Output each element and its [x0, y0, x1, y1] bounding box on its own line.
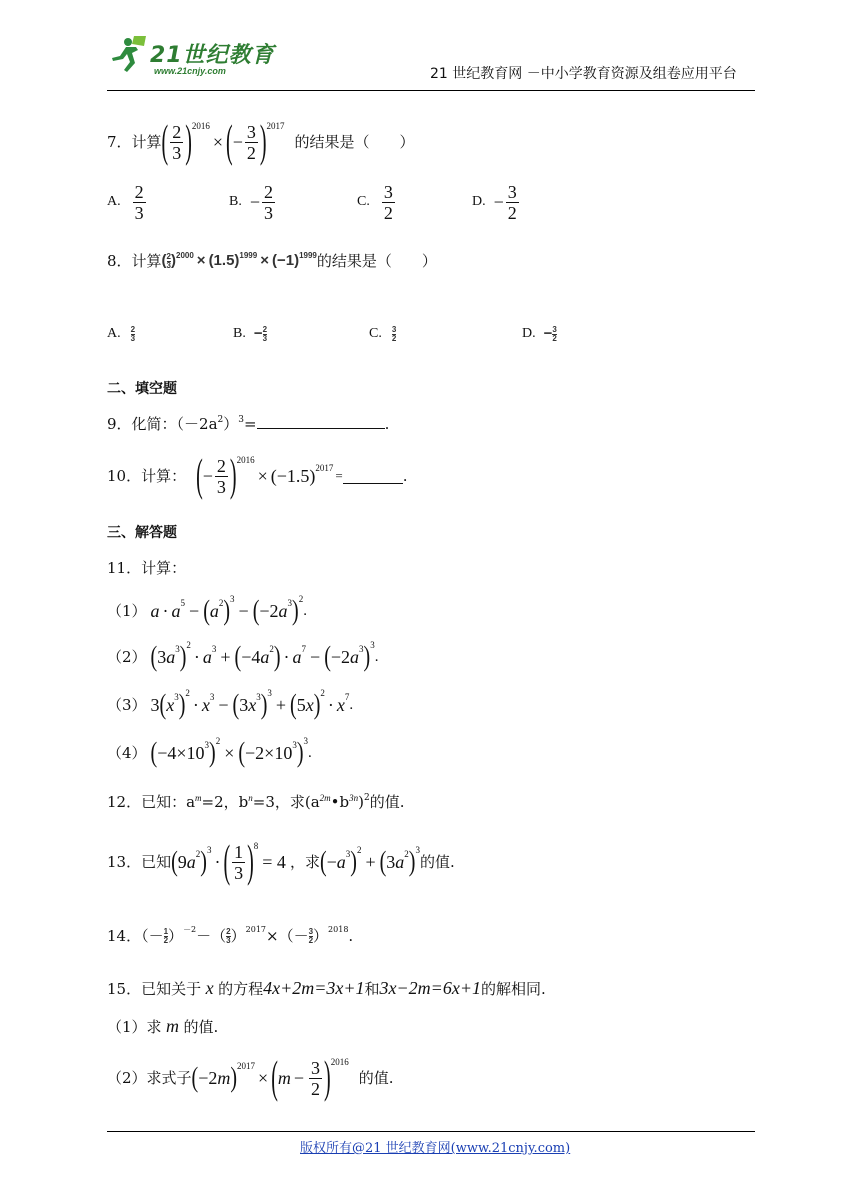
q7-option-a[interactable]: A. $\frac{2}{3}$ — [107, 181, 144, 223]
question-14: 14．（－ 1 2 ） －2 －（ 2 3 ） 2017 ×（－ 3 2 ） 2018 . — [107, 925, 354, 945]
q7-option-b[interactable]: B. − $\frac{2}{3}$ — [229, 181, 273, 223]
copyright-link[interactable]: 版权所有@21 世纪教育网(www.21cnjy.com) — [300, 1141, 571, 1156]
q7-exp2: 2017 — [266, 121, 285, 131]
q7-option-c[interactable]: C. $\frac{3}{2}$ — [357, 181, 393, 223]
q7-options — [107, 180, 757, 224]
q8-tail: 的结果是（ ） — [316, 252, 437, 270]
question-11-title: 11．计算： — [107, 559, 187, 577]
q8-option-d[interactable]: D. − $\frac{3}{2}$ — [522, 324, 557, 343]
question-12: 12．已知：$a^m=2$，$b^n=3$，求$(a^{2m}•b^{3n})^2$的值. — [107, 793, 405, 811]
q7-exp1: 2016 — [191, 121, 210, 131]
q8-term-c: (−1) — [271, 252, 300, 269]
question-8: 8．计算 ( 2 3 ) 2000 × (1.5) 1999 × (−1) 1999 的结果是（ ） — [107, 250, 437, 272]
q9-answer-blank[interactable] — [257, 414, 385, 429]
q8-options — [107, 320, 757, 348]
q8-option-a[interactable]: A. 2 3 — [107, 324, 136, 343]
q8-prefix: 8．计算 — [107, 252, 162, 270]
q11-item-2: （2） ( 3 a 3 ) 2 · a 3 + ( −4 a 2 ) · a 7 − ( −2 a 3 ) 3 . — [107, 640, 379, 673]
q8-option-b[interactable]: B. − $\frac{2}{3}$ — [233, 324, 268, 343]
q15-sub-1: （1）求 m 的值. — [107, 1016, 219, 1036]
q11-item-1: （1） a · a 5 − ( a 2 ) 3 − ( −2 a 3 ) 2 . — [107, 594, 307, 627]
question-9: 9．化简：$(-2a^2)^3=$ . — [107, 415, 390, 433]
q10-answer-blank[interactable] — [343, 469, 403, 484]
footer-divider — [107, 1131, 755, 1132]
question-7: 7．计算 ( $\frac{2}{3}$ ) 2016 × ( − $\frac{3}{2}$ ) 2017 的结果是（ ） — [107, 116, 415, 168]
question-15: 15．已知关于 x 的方程4x+2m=3x+1和3x−2m=6x+1的解相同. — [107, 978, 546, 998]
q8-exp-a: 2000 — [176, 251, 194, 260]
q8-exp-c: 1999 — [299, 251, 317, 260]
question-13: 13．已知 ( 9 a 2 ) 3 · ( $\frac{1}{3}$ ) 8 = 4 ，求 ( − a 3 ) 2 + ( 3 a 2 ) 3 的值. — [107, 836, 455, 888]
logo-url: www.21cnjy.com — [154, 66, 226, 76]
q8-option-c[interactable]: C. 3 2 — [369, 324, 397, 343]
section-solve-heading: 三、解答题 — [107, 525, 177, 541]
question-10: 10．计算： ( − $\frac{2}{3}$ ) 2016 × (−1.5) 2017 = . — [107, 450, 408, 502]
site-logo — [108, 32, 283, 80]
logo-text: 21世纪教育 — [150, 43, 275, 68]
q11-item-4: （4） ( −4×10 3 ) 2 × ( −2×10 3 ) 3 . — [107, 736, 312, 769]
q7-tail: 的结果是（ ） — [294, 133, 415, 151]
q7-prefix: 7．计算 — [107, 133, 162, 151]
header-divider — [107, 90, 755, 91]
q11-item-3: （3） 3 ( x 3 ) 2 · x 3 − ( 3 x 3 ) 3 + ( 5 x ) 2 · x 7 . — [107, 688, 354, 721]
q8-term-b: (1.5) — [208, 252, 240, 269]
q7-option-d[interactable]: D. − $\frac{3}{2}$ — [472, 181, 517, 223]
site-title: 21 世纪教育网 －中小学教育资源及组卷应用平台 — [430, 66, 737, 82]
section-fill-blank-heading: 二、填空题 — [107, 381, 177, 397]
q8-exp-b: 1999 — [239, 251, 258, 260]
runner-logo-icon — [108, 32, 148, 76]
q15-sub-2: （2）求式子 ( −2 m ) 2017 × ( m − $\frac{3}{2}$ ) 2016 的值. — [107, 1052, 394, 1104]
